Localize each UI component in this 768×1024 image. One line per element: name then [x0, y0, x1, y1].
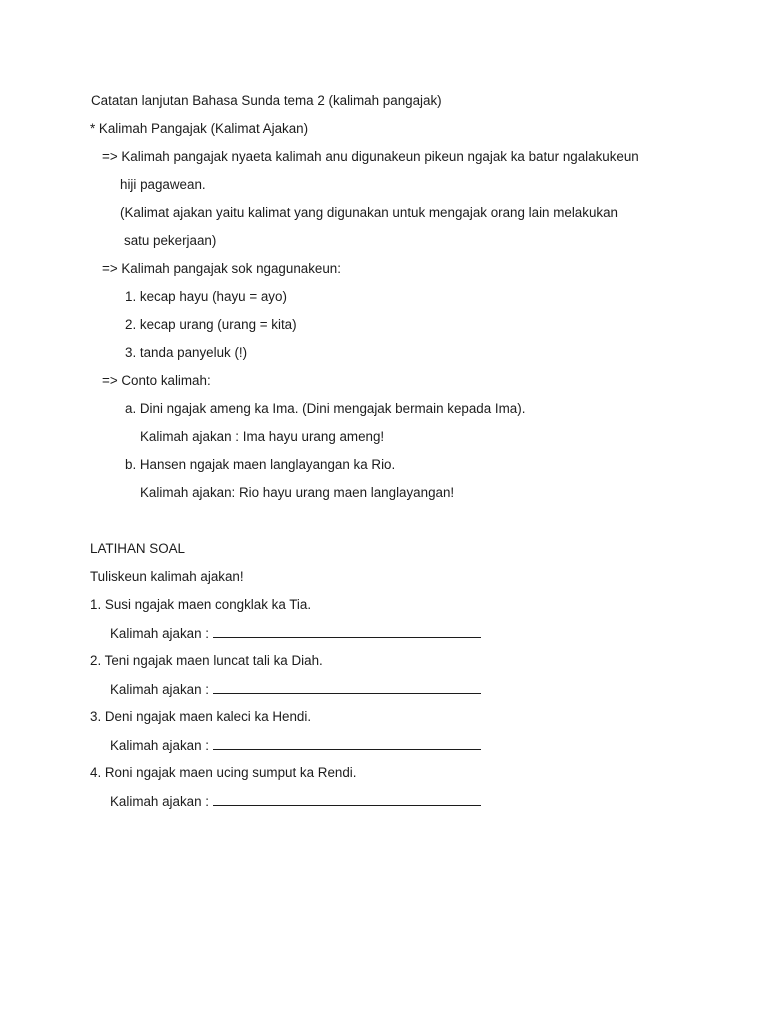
example-prompt: b. Hansen ngajak maen langlayangan ka Rio.: [125, 457, 396, 472]
example-prompt: a. Dini ngajak ameng ka Ima. (Dini mengajak bermain kepada Ima).: [125, 401, 526, 416]
document-title: Catatan lanjutan Bahasa Sunda tema 2 (kalimah pangajak): [91, 93, 442, 108]
example-answer: Kalimah ajakan: Rio hayu urang maen langlayangan!: [140, 485, 455, 500]
definition-line-2: hiji pagawean.: [120, 177, 206, 192]
answer-row: [110, 680, 481, 699]
answer-blank[interactable]: [213, 680, 481, 694]
use-item: 3. tanda panyeluk (!): [125, 345, 248, 360]
translation-line-1: (Kalimat ajakan yaitu kalimat yang digunakan untuk mengajak orang lain melakukan: [120, 205, 618, 220]
answer-blank[interactable]: [213, 736, 481, 750]
use-item: 2. kecap urang (urang = kita): [125, 317, 297, 332]
exercise-heading: LATIHAN SOAL: [90, 541, 186, 556]
example-answer: Kalimah ajakan : Ima hayu urang ameng!: [140, 429, 385, 444]
question-text: 3. Deni ngajak maen kaleci ka Hendi.: [90, 709, 312, 724]
answer-label: Kalimah ajakan :: [110, 738, 209, 753]
use-item: 1. kecap hayu (hayu = ayo): [125, 289, 287, 304]
answer-row: [110, 624, 481, 643]
answer-label: Kalimah ajakan :: [110, 794, 209, 809]
translation-line-2: satu pekerjaan): [124, 233, 217, 248]
uses-heading: => Kalimah pangajak sok ngagunakeun:: [102, 261, 341, 276]
answer-label: Kalimah ajakan :: [110, 682, 209, 697]
section-heading: * Kalimah Pangajak (Kalimat Ajakan): [90, 121, 309, 136]
answer-label: Kalimah ajakan :: [110, 626, 209, 641]
answer-row: [110, 792, 481, 811]
question-text: 1. Susi ngajak maen congklak ka Tia.: [90, 597, 312, 612]
answer-blank[interactable]: [213, 624, 481, 638]
answer-blank[interactable]: [213, 792, 481, 806]
examples-heading: => Conto kalimah:: [102, 373, 211, 388]
exercise-instruction: Tuliskeun kalimah ajakan!: [90, 569, 244, 584]
question-text: 2. Teni ngajak maen luncat tali ka Diah.: [90, 653, 323, 668]
answer-row: [110, 736, 481, 755]
definition-line-1: => Kalimah pangajak nyaeta kalimah anu digunakeun pikeun ngajak ka batur ngalakukeun: [102, 149, 639, 164]
question-text: 4. Roni ngajak maen ucing sumput ka Rendi.: [90, 765, 357, 780]
